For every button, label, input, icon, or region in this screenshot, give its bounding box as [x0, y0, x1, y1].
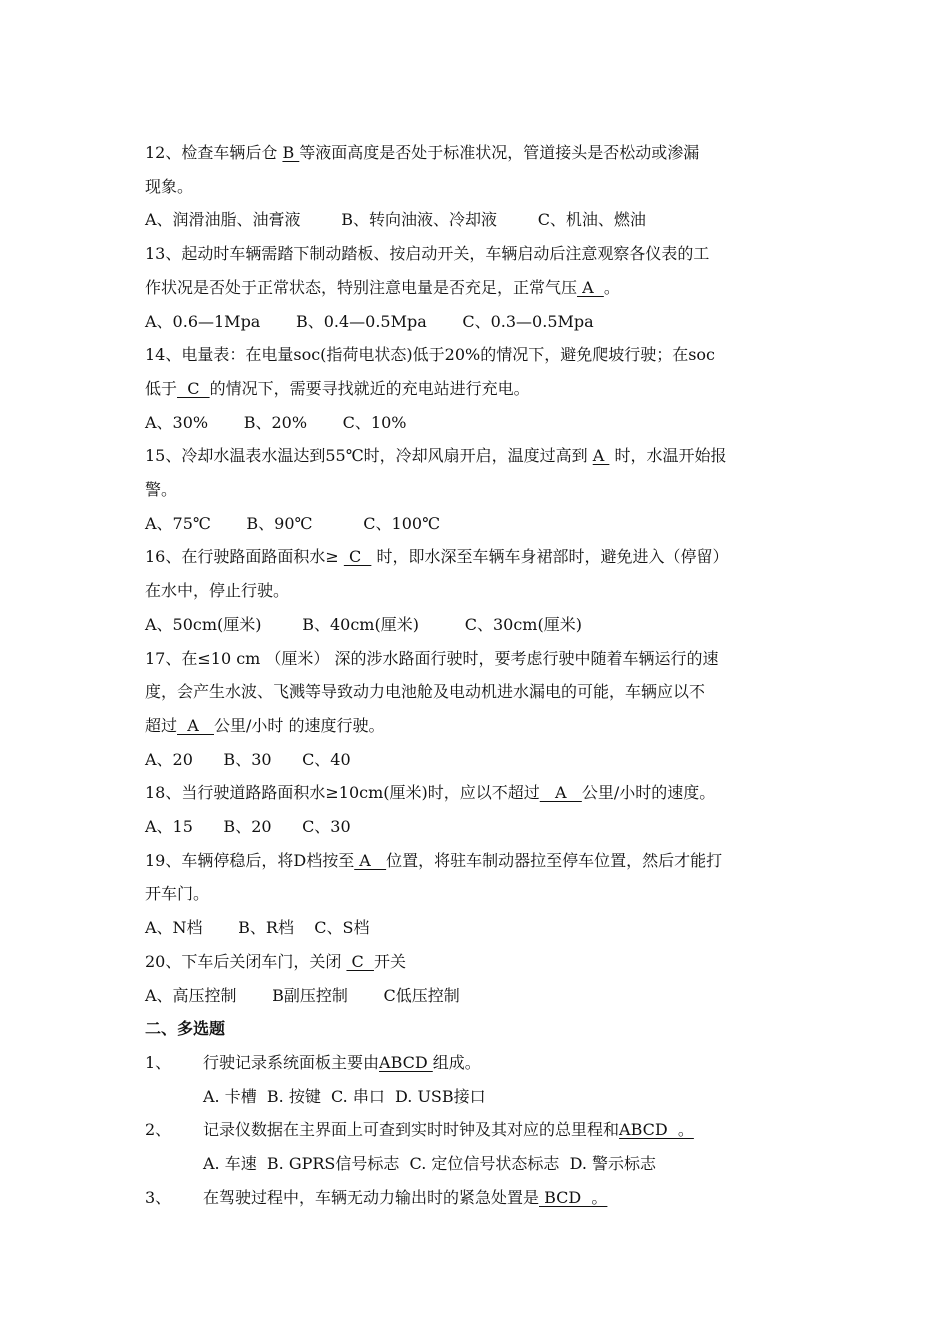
q16-answer: C	[343, 547, 372, 567]
q13-answer: A	[577, 277, 604, 297]
m3-number: 3、	[145, 1187, 172, 1207]
m1-options: A. 卡槽 B. 按键 C. 串口 D. USB接口	[203, 1086, 486, 1106]
q15-options: A、75℃ B、90℃ C、100℃	[145, 513, 440, 533]
m2-options: A. 车速 B. GPRS信号标志 C. 定位信号状态标志 D. 警示标志	[203, 1154, 657, 1174]
m1-answer: ABCD	[379, 1052, 433, 1072]
q19-stem-cont: 开车门。	[145, 884, 210, 904]
q16-stem: 16、在行驶路面路面积水≥ C 时，即水深至车辆车身裙部时，避免进入（停留）	[145, 547, 729, 567]
q18-answer: A	[539, 783, 582, 803]
q14-stem: 14、电量表：在电量soc(指荷电状态)低于20%的情况下，避免爬坡行驶；在soc	[145, 345, 716, 365]
q17-options: A、20 B、30 C、40	[145, 749, 351, 769]
q15-stem: 15、冷却水温表水温达到55℃时，冷却风扇开启，温度过高到 A 时，水温开始报	[145, 446, 727, 466]
q15-stem-cont: 警。	[145, 480, 178, 500]
q15-answer: A	[592, 446, 610, 466]
q17-stem-cont: 度，会产生水波、飞溅等导致动力电池舱及电动机进水漏电的可能，车辆应以不	[145, 682, 706, 702]
m2-answer: ABCD 。	[619, 1120, 694, 1140]
q18-stem: 18、当行驶道路路面积水≥10cm(厘米)时，应以不超过 A 公里/小时的速度。	[145, 783, 716, 803]
q17-answer: A	[177, 715, 214, 735]
q14-stem-cont: 低于 C 的情况下，需要寻找就近的充电站进行充电。	[145, 378, 530, 398]
q14-answer: C	[177, 378, 210, 398]
q16-options: A、50cm(厘米) B、40cm(厘米) C、30cm(厘米)	[145, 614, 582, 634]
q13-stem: 13、起动时车辆需踏下制动踏板、按启动开关，车辆启动后注意观察各仪表的工	[145, 244, 710, 264]
q17-stem-cont2: 超过 A 公里/小时 的速度行驶。	[145, 715, 385, 735]
m2-stem: 2、 记录仪数据在主界面上可查到实时时钟及其对应的总里程和ABCD 。	[145, 1113, 810, 1147]
q20-options: A、高压控制 B副压控制 C低压控制	[145, 985, 460, 1005]
m3-answer: BCD 。	[539, 1187, 608, 1207]
q20-answer: C	[346, 951, 374, 971]
q12-stem: 12、检查车辆后仓 B 等液面高度是否处于标准状况，管道接头是否松动或渗漏	[145, 143, 700, 162]
q16-stem-cont: 在水中，停止行驶。	[145, 581, 290, 601]
m1-number: 1、	[145, 1052, 172, 1072]
q12-options: A、润滑油脂、油膏液 B、转向油液、冷却液 C、机油、燃油	[145, 210, 646, 230]
q12-stem-cont: 现象。	[145, 176, 194, 196]
m1-stem: 1、 行驶记录系统面板主要由ABCD 组成。	[145, 1046, 810, 1080]
q19-answer: A	[354, 850, 387, 870]
q17-stem: 17、在≤10 cm （厘米） 深的涉水路面行驶时，要考虑行驶中随着车辆运行的速	[145, 648, 719, 668]
q12-answer: B	[282, 143, 300, 162]
q19-options: A、N档 B、R档 C、S档	[145, 918, 370, 938]
m3-stem: 3、 在驾驶过程中，车辆无动力输出时的紧急处置是 BCD 。	[145, 1181, 810, 1215]
section-heading-multiple-choice: 二、多选题	[145, 1019, 226, 1039]
q19-stem: 19、车辆停稳后，将D档按至 A 位置，将驻车制动器拉至停车位置，然后才能打	[145, 850, 723, 870]
q18-options: A、15 B、20 C、30	[145, 817, 351, 837]
q13-stem-cont: 作状况是否处于正常状态，特别注意电量是否充足，正常气压 A 。	[145, 277, 620, 297]
q13-options: A、0.6—1Mpa B、0.4—0.5Mpa C、0.3—0.5Mpa	[145, 311, 594, 331]
q14-options: A、30% B、20% C、10%	[145, 412, 407, 432]
q20-stem: 20、下车后关闭车门，关闭 C 开关	[145, 951, 406, 971]
m2-number: 2、	[145, 1120, 172, 1140]
